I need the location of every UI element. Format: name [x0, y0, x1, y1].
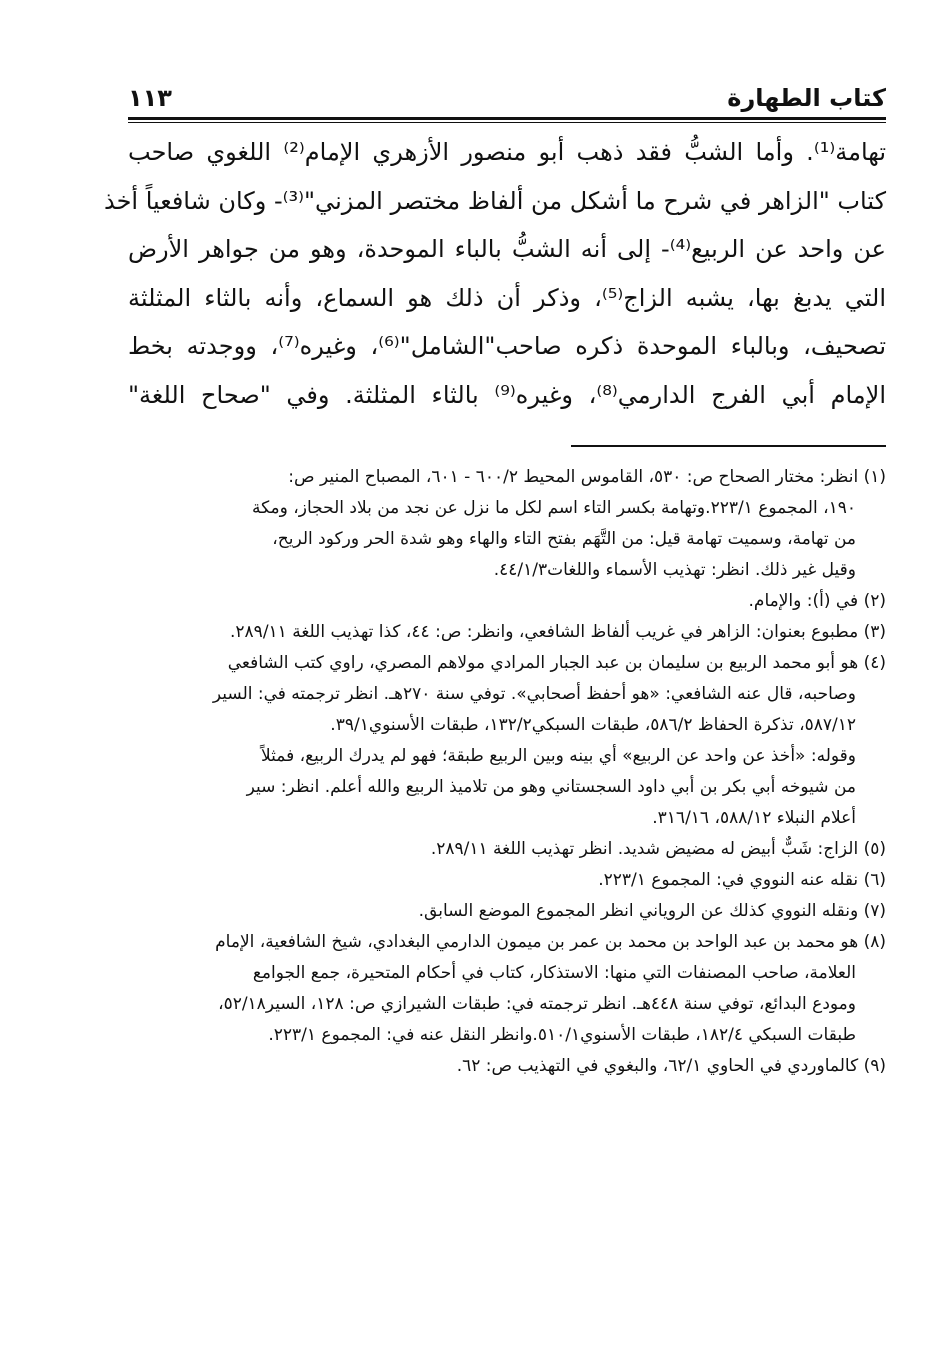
footnote-line: طبقات السبكي ١٨٢/٤، طبقات الأسنوي٥١٠/١.وانظر النقل عنه في: المجموع ٢٢٣/١. — [268, 1025, 856, 1045]
footnote-line: وصاحبه، قال عنه الشافعي: «هو أحفظ أصحابي». توفي سنة ٢٧٠هـ. انظر ترجمته في: السير — [212, 684, 856, 704]
main-text-line: تصحيف، وبالباء الموحدة ذكره صاحب"الشامل"⁽⁶⁾، وغيره⁽⁷⁾، ووجدته بخط — [128, 332, 886, 360]
main-text-line: الإمام أبي الفرج الدارمي⁽⁸⁾، وغيره⁽⁹⁾ بالثاء المثلثة. وفي "صحاح اللغة" — [128, 380, 886, 409]
footnote-line: (٥) الزاج: شَبٌّ أبيض له مضيض شديد. انظر تهذيب اللغة ٢٨٩/١١. — [430, 839, 886, 859]
footnote-3 — [120, 617, 886, 648]
footnote-line: (٨) هو محمد بن عبد الواحد بن محمد بن عمر بن ميمون الدارمي البغدادي، شيخ الشافعية، الإمام — [215, 932, 886, 952]
footnotes-block — [120, 462, 886, 1082]
chapter-title: كتاب الطهارة — [727, 84, 886, 112]
main-text-line: عن واحد عن الربيع⁽⁴⁾- إلى أنه الشبُّ بالباء الموحدة، وهو من جواهر الأرض — [128, 235, 886, 263]
footnote-line: العلامة، صاحب المصنفات التي منها: الاستذكار، كتاب في أحكام المتحيرة، جمع الجوامع — [252, 963, 856, 983]
main-text-line: كتاب "الزاهر في شرح ما أشكل من ألفاظ مختصر المزني"⁽³⁾- وكان شافعياً أخذ — [103, 186, 886, 215]
main-text-line: التي يدبغ بها، يشبه الزاج⁽⁵⁾، وذكر أن ذلك هو السماع، وأنه بالثاء المثلثة — [128, 283, 887, 312]
footnote-separator — [571, 445, 886, 447]
footnote-line: من شيوخه أبي بكر بن أبي داود السجستاني وهو من تلاميذ الربيع والله أعلم. انظر: سير — [246, 777, 856, 797]
footnote-1 — [120, 462, 886, 586]
header-rule-thin — [128, 122, 886, 123]
footnote-line: (٧) ونقله النووي كذلك عن الروياني انظر المجموع الموضع السابق. — [418, 901, 886, 921]
footnote-7 — [120, 896, 886, 927]
footnote-line: ١٩٠، المجموع ٢٢٣/١.وتهامة بكسر التاء اسم لكل ما نزل عن نجد من بلاد الحجاز، ومكة — [252, 498, 856, 518]
main-text-block — [103, 128, 887, 419]
main-text-line: تهامة⁽¹⁾. وأما الشبُّ فقد ذهب أبو منصور الأزهري الإمام⁽²⁾ اللغوي صاحب — [128, 138, 887, 166]
footnote-8 — [120, 927, 886, 1051]
footnote-line: (٣) مطبوع بعنوان: الزاهر في غريب ألفاظ الشافعي، وانظر: ص: ٤٤، كذا تهذيب اللغة ٢٨٩/١١. — [230, 622, 886, 642]
footnote-9 — [120, 1051, 886, 1082]
footnote-5 — [120, 834, 886, 865]
footnote-line: وقوله: «أخذ عن واحد عن الربيع» أي بينه وبين الربيع طبقة؛ فهو لم يدرك الربيع، فمثلاً — [260, 746, 856, 766]
footnote-line: ومودع البدائع، توفي سنة ٤٤٨هـ. انظر ترجمته في: طبقات الشيرازي ص: ١٢٨، السير٥٢/١٨، — [218, 994, 856, 1014]
header-rule-thick — [128, 117, 886, 120]
page-number: ١١٣ — [128, 84, 172, 112]
footnote-line: ٥٨٧/١٢، تذكرة الحفاظ ٥٨٦/٢، طبقات السبكي١٣٢/٢، طبقات الأسنوي٣٩/١. — [330, 715, 856, 735]
footnote-6 — [120, 865, 886, 896]
footnote-line: (٤) هو أبو محمد الربيع بن سليمان بن عبد الجبار المرادي مولاهم المصري، راوي كتب الشافعي — [227, 653, 886, 673]
footnote-line: من تهامة، وسميت تهامة قيل: من التَّهَم بفتح التاء والهاء وهو شدة الحر وركود الريح، — [272, 529, 856, 549]
footnote-line: أعلام النبلاء ٥٨٨/١٢، ٣١٦/١٦. — [652, 808, 856, 828]
footnote-2 — [120, 586, 886, 617]
footnote-line: (٢) في (أ): والإمام. — [748, 591, 886, 611]
footnote-line: (٦) نقله عنه النووي في: المجموع ٢٢٣/١. — [598, 870, 886, 890]
footnote-line: وقيل غير ذلك. انظر: تهذيب الأسماء واللغات٤٤/١/٣. — [493, 560, 856, 580]
running-header — [128, 82, 886, 116]
footnote-4 — [120, 648, 886, 834]
footnote-line: (٩) كالماوردي في الحاوي ٦٢/١، والبغوي في التهذيب ص: ٦٢. — [456, 1056, 886, 1076]
footnote-line: (١) انظر: مختار الصحاح ص: ٥٣٠، القاموس المحيط ٦٠٠/٢ - ٦٠١، المصباح المنير ص: — [288, 467, 886, 487]
